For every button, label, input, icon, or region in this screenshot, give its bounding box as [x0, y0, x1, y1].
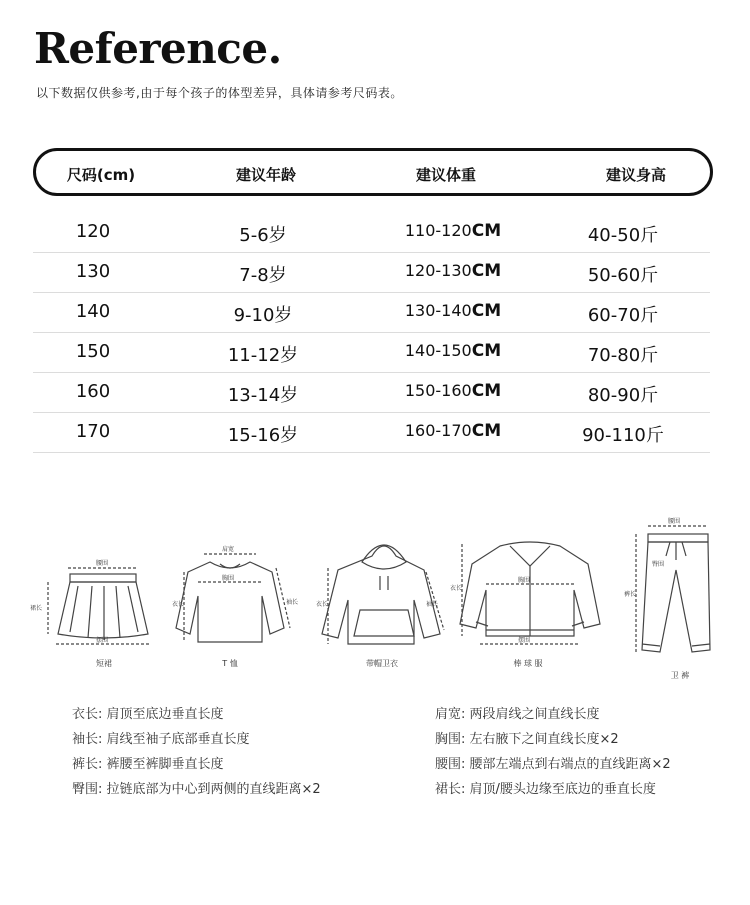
cell-weight: 110-120CM — [404, 221, 502, 241]
table-row — [33, 412, 710, 453]
legend-left-3: 裤长: 裤腰至裤脚垂直长度 — [72, 757, 224, 772]
cell-age: 7-8岁 — [239, 265, 287, 286]
tshirt-sleeve-label: 袖长 — [286, 599, 299, 606]
cell-size: 120 — [75, 221, 111, 242]
skirt-hem-label: 摆围 — [96, 637, 109, 644]
skirt-caption: 短裙 — [96, 659, 112, 668]
skirt-illustration — [48, 568, 150, 644]
jacket-caption: 棒 球 服 — [513, 659, 543, 668]
jacket-length-label: 衣长 — [450, 585, 463, 592]
cell-weight: 130-140CM — [404, 301, 502, 321]
pants-hip-label: 臀围 — [652, 561, 665, 568]
table-row — [33, 212, 710, 253]
skirt-waist-label: 腰围 — [96, 560, 109, 567]
hoodie-sleeve-label: 袖长 — [426, 601, 439, 608]
jacket-hem-label: 摆围 — [518, 637, 531, 644]
table-row — [33, 252, 710, 293]
table-header — [33, 148, 713, 196]
pants-illustration — [636, 526, 710, 652]
jacket-illustration — [460, 542, 600, 644]
tshirt-illustration — [176, 554, 290, 642]
header-height: 建议身高 — [605, 166, 666, 184]
cell-size: 160 — [75, 381, 111, 402]
cell-height: 40-50斤 — [587, 225, 659, 246]
legend-left-4: 臀围: 拉链底部为中心到两侧的直线距离×2 — [72, 782, 321, 797]
legend-left-1: 衣长: 肩顶至底边垂直长度 — [72, 707, 224, 722]
cell-height: 70-80斤 — [587, 345, 659, 366]
legend-right-2: 胸围: 左右腋下之间直线长度×2 — [435, 732, 619, 747]
skirt-length-label: 裙长 — [30, 605, 43, 612]
cell-size: 140 — [75, 301, 111, 322]
legend-right-4: 裙长: 肩顶/腰头边缘至底边的垂直长度 — [435, 782, 656, 797]
tshirt-length-label: 衣长 — [172, 601, 185, 608]
pants-waist-label: 腰围 — [668, 518, 681, 525]
cell-weight: 150-160CM — [404, 381, 502, 401]
cell-size: 170 — [75, 421, 111, 442]
cell-size: 150 — [75, 341, 111, 362]
tshirt-shoulder-label: 肩宽 — [222, 546, 235, 553]
pants-caption: 卫 裤 — [670, 671, 690, 680]
pants-length-label: 裤长 — [624, 591, 637, 598]
header-size: 尺码(cm) — [66, 166, 136, 184]
cell-size: 130 — [75, 261, 111, 282]
cell-age: 5-6岁 — [239, 225, 287, 246]
tshirt-chest-label: 胸围 — [222, 575, 235, 582]
legend-right-1: 肩宽: 两段肩线之间直线长度 — [435, 707, 600, 722]
hoodie-illustration — [322, 545, 444, 644]
cell-age: 9-10岁 — [233, 305, 293, 326]
cell-weight: 140-150CM — [404, 341, 502, 361]
cell-age: 15-16岁 — [227, 425, 299, 446]
page-title: Reference. — [34, 24, 282, 73]
cell-height: 80-90斤 — [587, 385, 659, 406]
page-subtitle: 以下数据仅供参考,由于每个孩子的体型差异，具体请参考尺码表。 — [36, 86, 403, 100]
legend-right-3: 腰围: 腰部左端点到右端点的直线距离×2 — [435, 757, 671, 772]
legend-left-2: 袖长: 肩线至袖子底部垂直长度 — [72, 732, 250, 747]
table-row — [33, 372, 710, 413]
jacket-chest-label: 胸围 — [518, 577, 531, 584]
header-weight: 建议体重 — [415, 166, 476, 184]
cell-height: 50-60斤 — [587, 265, 659, 286]
table-row — [33, 292, 710, 333]
cell-weight: 120-130CM — [404, 261, 502, 281]
tshirt-caption: T 恤 — [222, 659, 238, 668]
cell-age: 11-12岁 — [227, 345, 299, 366]
header-age: 建议年龄 — [235, 166, 296, 184]
hoodie-length-label: 衣长 — [316, 601, 329, 608]
cell-weight: 160-170CM — [404, 421, 502, 441]
cell-age: 13-14岁 — [227, 385, 299, 406]
cell-height: 90-110斤 — [582, 425, 664, 446]
cell-height: 60-70斤 — [587, 305, 659, 326]
table-row — [33, 332, 710, 373]
hoodie-caption: 带帽卫衣 — [366, 659, 398, 668]
